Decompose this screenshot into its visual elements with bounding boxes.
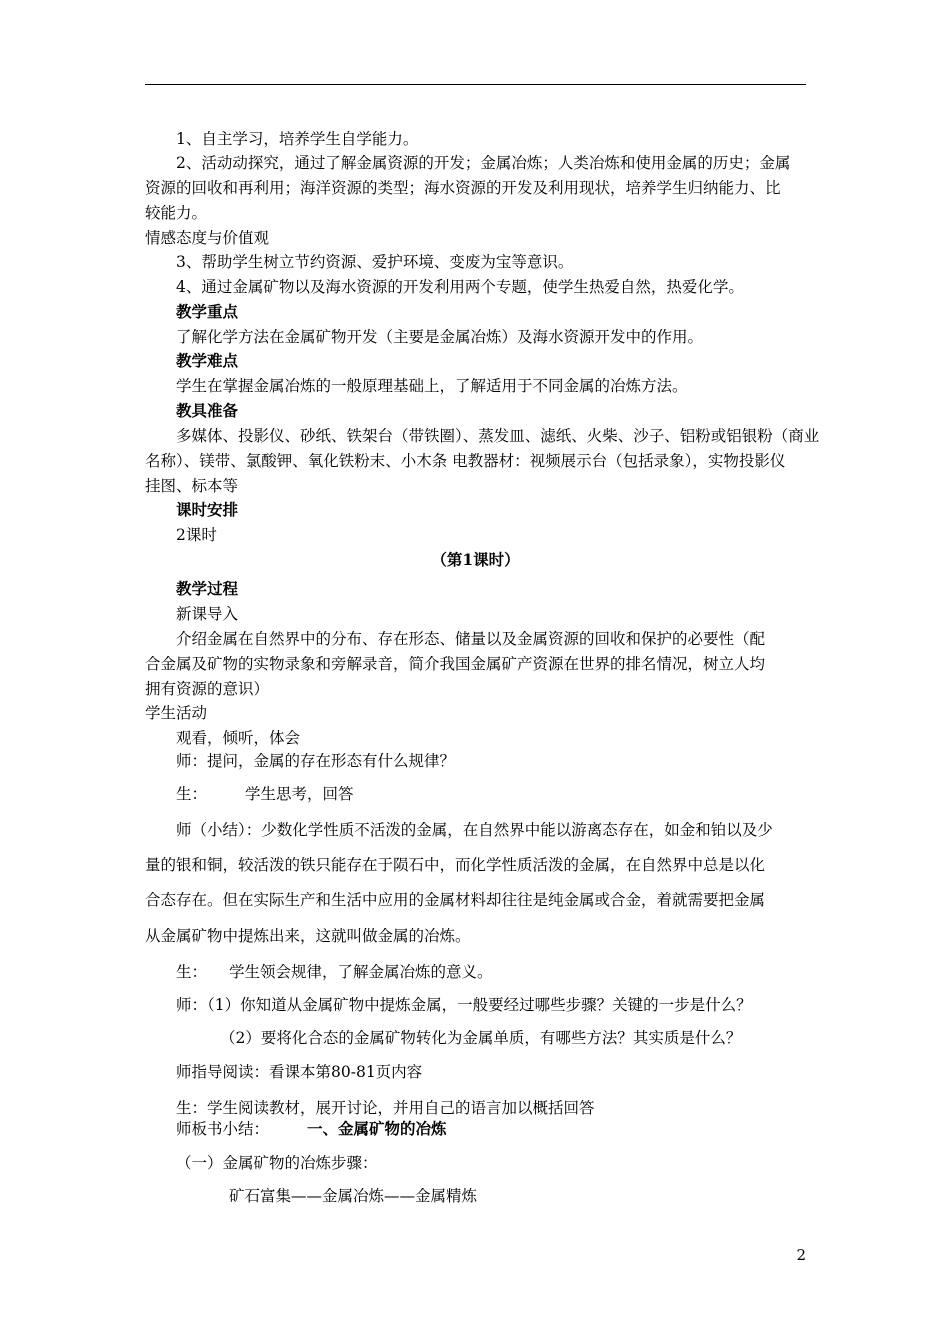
teacher-summary-line-3: 合态存在。但在实际生产和生活中应用的金属材料却往往是纯金属或合金，着就需要把金属 — [145, 891, 766, 909]
teacher-question-3: （2）要将化合态的金属矿物转化为金属单质，有哪些方法？其实质是什么？ — [220, 1029, 742, 1047]
student-response-1 — [176, 783, 806, 805]
subheading-student-activity: 学生活动 — [145, 704, 208, 722]
teaching-focus-text: 了解化学方法在金属矿物开发（主要是金属冶炼）及海水资源开发中的作用。 — [176, 328, 704, 346]
activity-text: 观看，倾听，体会 — [176, 729, 301, 747]
board-summary-label: 师板书小结： — [176, 1120, 270, 1138]
student-response-text: 学生思考，回答 — [245, 785, 354, 803]
header-rule — [145, 84, 806, 85]
teacher-question-2: 师：（1）你知道从金属矿物中提炼金属，一般要经过哪些步骤？关键的一步是什么？ — [176, 996, 752, 1014]
page-number: 2 — [796, 1246, 806, 1264]
heading-teaching-process: 教学过程 — [176, 579, 239, 598]
objective-2-line-1: 2、活动动探究，通过了解金属资源的开发；金属冶炼；人类冶炼和使用金属的历史；金属 — [176, 154, 791, 172]
teacher-summary-line-4: 从金属矿物中提炼出来，这就叫做金属的冶炼。 — [145, 927, 471, 945]
board-summary-title: 一、金属矿物的冶炼 — [307, 1119, 447, 1138]
teacher-summary-line-1: 师（小结）：少数化学性质不活泼的金属，在自然界中能以游离态存在，如金和铂以及少 — [176, 821, 773, 839]
teaching-aids-line-3: 挂图、标本等 — [145, 477, 239, 495]
board-summary — [176, 1118, 806, 1140]
section-attitude-values: 情感态度与价值观 — [145, 229, 270, 247]
teaching-difficulty-text: 学生在掌握金属冶炼的一般原理基础上，了解适用于不同金属的冶炼方法。 — [176, 377, 688, 395]
smelting-steps: 矿石富集——金属冶炼——金属精炼 — [229, 1187, 478, 1205]
heading-teaching-focus: 教学重点 — [176, 302, 239, 321]
objective-4: 4、通过金属矿物以及海水资源的开发利用两个专题，使学生热爱自然，热爱化学。 — [176, 278, 744, 296]
smelting-steps-heading: （一）金属矿物的冶炼步骤： — [176, 1154, 378, 1172]
heading-teaching-difficulty: 教学难点 — [176, 351, 239, 370]
student-reading: 生：学生阅读教材，展开讨论，并用自己的语言加以概括回答 — [176, 1099, 595, 1117]
objective-2-line-3: 较能力。 — [145, 204, 208, 222]
intro-line-1: 介绍金属在自然界中的分布、存在形态、储量以及金属资源的回收和保护的必要性（配 — [176, 630, 766, 648]
schedule-text: 2课时 — [176, 526, 217, 544]
objective-2-line-2: 资源的回收和再利用；海洋资源的类型；海水资源的开发及利用现状，培养学生归纳能力、比 — [145, 179, 781, 197]
subheading-new-lesson: 新课导入 — [176, 605, 239, 623]
student-response-text: 学生领会规律，了解金属冶炼的意义。 — [229, 963, 493, 981]
heading-schedule: 课时安排 — [176, 500, 239, 519]
intro-line-3: 拥有资源的意识） — [145, 680, 270, 698]
teaching-aids-line-1: 多媒体、投影仪、砂纸、铁架台（带铁圈）、蒸发皿、滤纸、火柴、沙子、铝粉或铝银粉（商业 — [176, 427, 820, 445]
objective-1: 1、自主学习，培养学生自学能力。 — [176, 130, 419, 148]
lesson-title: （第1课时） — [431, 550, 520, 569]
intro-line-2: 合金属及矿物的实物录象和旁解录音，简介我国金属矿产资源在世界的排名情况，树立人均 — [145, 655, 766, 673]
teaching-aids-line-2: 名称）、镁带、氯酸钾、氧化铁粉末、小木条 电教器材：视频展示台（包括录象），实物投影仪 — [145, 452, 786, 470]
student-label: 生： — [176, 963, 208, 981]
teacher-reading-guide: 师指导阅读：看课本第80-81页内容 — [176, 1063, 423, 1081]
heading-teaching-aids: 教具准备 — [176, 401, 239, 420]
teacher-summary-line-2: 量的银和铜，较活泼的铁只能存在于陨石中，而化学性质活泼的金属，在自然界中总是以化 — [145, 856, 766, 874]
student-response-2 — [176, 961, 806, 983]
student-label: 生： — [176, 785, 208, 803]
objective-3: 3、帮助学生树立节约资源、爱护环境、变废为宝等意识。 — [176, 253, 574, 271]
teacher-question-1: 师：提问，金属的存在形态有什么规律？ — [176, 752, 456, 770]
